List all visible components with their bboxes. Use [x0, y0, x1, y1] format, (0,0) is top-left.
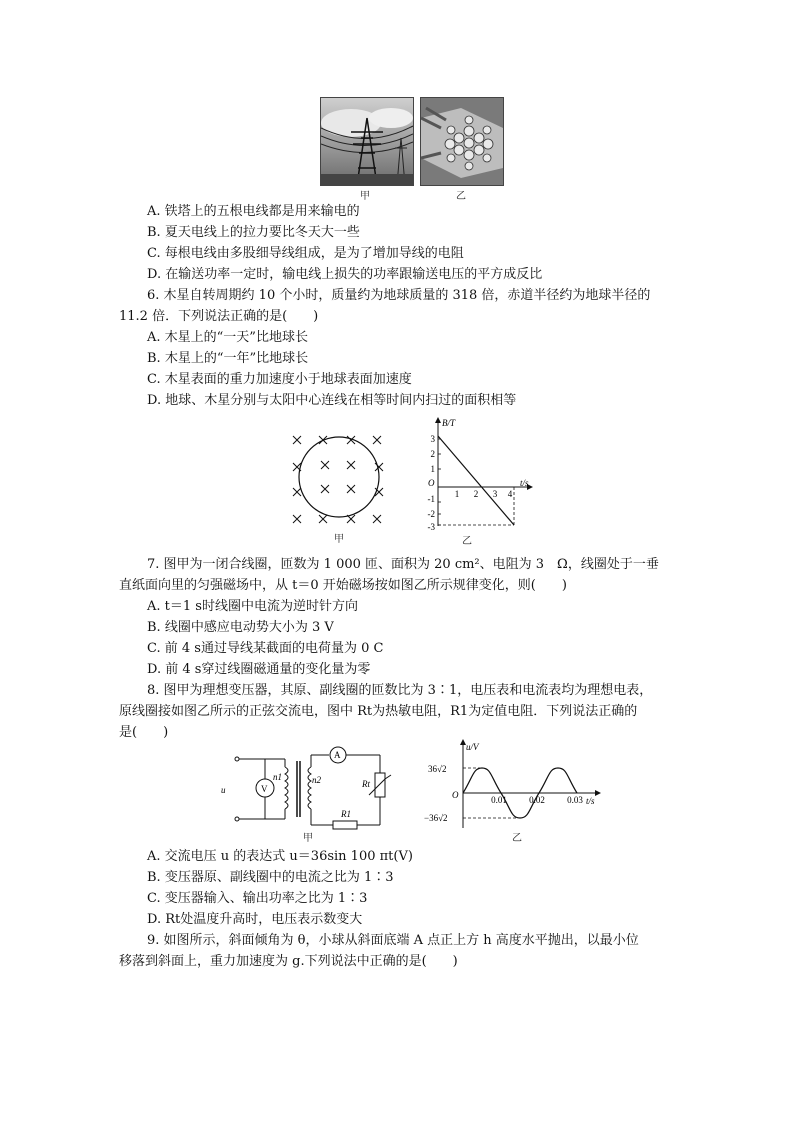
q6-option-c: C. 木星表面的重力加速度小于地球表面加速度 [147, 372, 412, 387]
rt-label: Rt [362, 779, 370, 789]
ammeter-label: A [334, 750, 341, 760]
q8-stem-line2: 原线圈接如图乙所示的正弦交流电，图中 Rt为热敏电阻，R1为定值电阻．下列说法正确的 [119, 704, 638, 719]
n1-label: n1 [273, 772, 282, 782]
ut-ymax-label: 36√2 [428, 764, 447, 774]
power-tower-photo [320, 97, 414, 186]
q7-option-a: A. t＝1 s时线圈中电流为逆时针方向 [147, 599, 358, 614]
ut-x-label: t/s [586, 796, 595, 806]
q8-circuit-fig-label: 甲 [303, 833, 313, 844]
cable-cross-section-photo [420, 97, 504, 186]
q8-graph-fig-label: 乙 [512, 833, 522, 844]
cable-strands-illustration [421, 98, 503, 185]
ut-x-tick-002: 0.02 [529, 795, 545, 805]
ut-y-label: u/V [466, 742, 479, 752]
bt-x-tick-1: 1 [454, 489, 460, 499]
q6-option-b: B. 木星上的“一年”比地球长 [147, 351, 309, 366]
q8-option-b: B. 变压器原、副线圈中的电流之比为 1∶3 [147, 870, 394, 885]
q7-option-c: C. 前 4 s通过导线某截面的电荷量为 0 C [147, 641, 384, 656]
bt-data-line [438, 436, 514, 525]
bt-y-tick-m2: -2 [427, 509, 435, 519]
q6-option-a: A. 木星上的“一天”比地球长 [147, 330, 308, 345]
secondary-coil [308, 767, 311, 809]
bt-y-tick-m1: -1 [427, 494, 435, 504]
q7-stem-line2: 直纸面向里的匀强磁场中，从 t＝0 开始磁场按如图乙所示规律变化，则( ) [119, 578, 567, 593]
bt-x-tick-4: 4 [507, 489, 513, 499]
q7-bt-graph [420, 414, 540, 532]
q6-stem-line2: 11.2 倍．下列说法正确的是( ) [119, 309, 319, 324]
q8-option-a: A. 交流电压 u 的表达式 u＝36sin 100 πt(V) [147, 849, 413, 864]
q6-stem-line1: 6. 木星自转周期约 10 个小时，质量约为地球质量的 318 倍，赤道半径约为地球半径的 [147, 288, 651, 303]
magnetic-field-crosses [293, 436, 383, 523]
q8-transformer-circuit [215, 745, 405, 835]
q7-coil-figure [285, 428, 395, 528]
q7-stem-line1: 7. 图甲为一闭合线圈，匝数为 1 000 匝、面积为 20 cm²、电阻为 3 Ω，线圈处于一垂 [147, 557, 659, 572]
bt-x-label: t/s [520, 478, 529, 488]
power-tower-illustration [321, 98, 413, 185]
q7-fig-label-yi: 乙 [462, 536, 472, 547]
q8-ut-graph [420, 738, 605, 830]
ut-x-tick-003: 0.03 [567, 795, 583, 805]
thermistor-rt [375, 773, 385, 797]
ut-x-tick-001: 0.01 [491, 795, 507, 805]
q5-option-d: D. 在输送功率一定时，输电线上损失的功率跟输送电压的平方成反比 [147, 267, 543, 282]
n2-label: n2 [312, 775, 321, 785]
bt-y-label: B/T [442, 418, 456, 428]
bt-y-tick-m3: -3 [427, 522, 435, 532]
bt-y-tick-2: 2 [430, 449, 435, 459]
photo-label-yi: 乙 [456, 191, 466, 202]
r1-label: R1 [341, 809, 351, 819]
q6-option-d: D. 地球、木星分别与太阳中心连线在相等时间内扫过的面积相等 [147, 393, 517, 408]
q5-option-a: A. 铁塔上的五根电线都是用来输电的 [147, 204, 360, 219]
q8-option-c: C. 变压器输入、输出功率之比为 1∶3 [147, 891, 368, 906]
source-u-label: u [221, 785, 226, 795]
bt-y-tick-1: 1 [430, 464, 435, 474]
q7-option-d: D. 前 4 s穿过线圈磁通量的变化量为零 [147, 662, 371, 677]
q7-option-b: B. 线圈中感应电动势大小为 3 V [147, 620, 334, 635]
primary-coil [285, 767, 288, 809]
bt-x-tick-2: 2 [473, 489, 479, 499]
q7-fig-label-jia: 甲 [334, 534, 344, 545]
q5-option-c: C. 每根电线由多股细导线组成，是为了增加导线的电阻 [147, 246, 464, 261]
resistor-r1 [333, 821, 357, 829]
bt-x-tick-3: 3 [492, 489, 498, 499]
q8-stem-line1: 8. 图甲为理想变压器，其原、副线圈的匝数比为 3∶1，电压表和电流表均为理想电表， [147, 683, 653, 698]
ut-ymin-label: −36√2 [424, 813, 448, 823]
q8-option-d: D. Rt处温度升高时，电压表示数变大 [147, 912, 363, 927]
voltmeter-label: V [261, 784, 268, 794]
ut-origin: O [452, 790, 459, 800]
q9-stem-line1: 9. 如图所示，斜面倾角为 θ，小球从斜面底端 A 点正上方 h 高度水平抛出，以最小位 [147, 933, 639, 948]
q9-stem-line2: 移落到斜面上，重力加速度为 g.下列说法中正确的是( ) [119, 954, 458, 969]
coil-circle [299, 437, 379, 517]
q8-stem-line3: 是( ) [119, 725, 169, 740]
bt-y-tick-3: 3 [430, 434, 435, 444]
photo-label-jia: 甲 [360, 191, 370, 202]
q5-option-b: B. 夏天电线上的拉力要比冬天大一些 [147, 225, 360, 240]
bt-origin: O [428, 478, 435, 488]
